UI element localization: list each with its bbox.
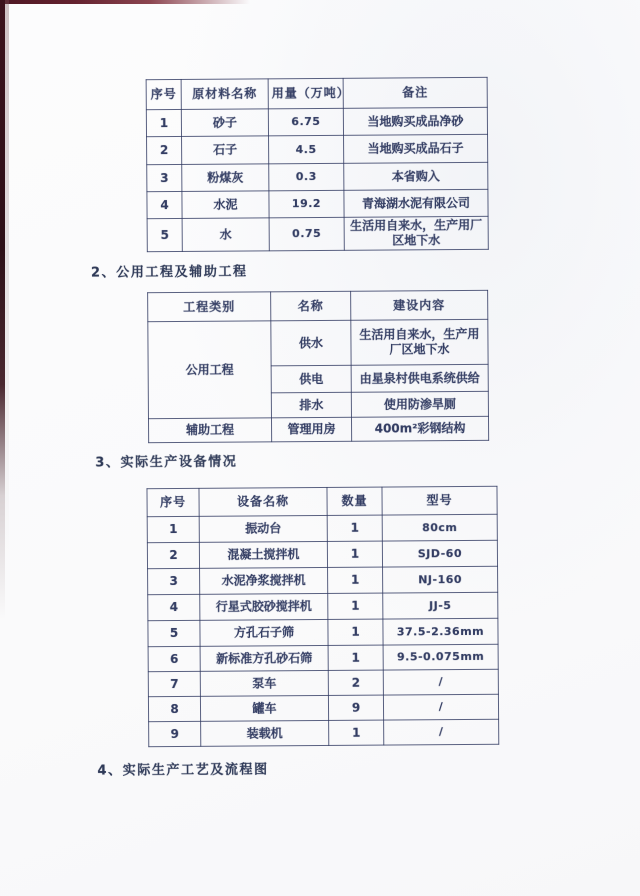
table-row [147, 189, 488, 218]
cell: 方孔石子筛 [200, 619, 328, 646]
cell: 80cm [382, 514, 497, 541]
cell: 新标准方孔砂石筛 [200, 645, 328, 671]
cell: 400m²彩钢结构 [351, 416, 488, 441]
cell: 由星泉村供电系统供给 [351, 364, 488, 392]
table-header-row [147, 486, 497, 516]
cell: 4 [147, 191, 182, 218]
cell: 37.5-2.36mm [383, 618, 498, 645]
cell: SJD-60 [382, 540, 497, 567]
cell: 排水 [271, 392, 351, 418]
cell: 2 [328, 670, 383, 695]
cell: 水 [182, 218, 269, 252]
table-row [148, 566, 498, 594]
table-row [148, 694, 498, 721]
cell: 行星式胶砂搅拌机 [200, 593, 328, 620]
cell: 5 [147, 218, 182, 251]
header-cell: 数量 [327, 487, 382, 515]
table-row [147, 514, 497, 542]
cell: 9 [149, 721, 201, 746]
cell: / [383, 694, 498, 720]
cell: 青海湖水泥有限公司 [344, 189, 488, 217]
cell: 1 [328, 645, 383, 670]
section-heading-equipment: 3、实际生产设备情况 [95, 454, 238, 471]
cell: 装载机 [201, 720, 329, 746]
cell: 1 [329, 720, 384, 745]
header-cell: 序号 [146, 79, 181, 109]
cell: 石子 [182, 136, 269, 165]
header-cell: 名称 [271, 291, 351, 321]
cell: 19.2 [269, 190, 344, 218]
cell: 0.75 [269, 217, 344, 251]
cell: 本省购入 [344, 162, 488, 190]
cell: 当地购买成品净砂 [343, 107, 487, 135]
raw-materials-table [146, 77, 489, 252]
cell: 3 [147, 164, 182, 191]
table-row [148, 592, 498, 620]
table-row [148, 669, 498, 696]
cell: 1 [328, 593, 383, 619]
cell: 生活用自来水，生产用厂区地下水 [351, 319, 488, 365]
cell: 9 [328, 695, 383, 720]
cell: 水泥净浆搅拌机 [200, 567, 328, 594]
cell: 2 [147, 136, 182, 164]
cell: 6 [148, 646, 200, 671]
cell: 1 [328, 619, 383, 645]
cell: 3 [148, 568, 200, 594]
cell: 5 [148, 620, 200, 646]
table-row [148, 319, 488, 366]
header-cell: 序号 [147, 488, 199, 516]
cell: 1 [328, 567, 383, 593]
header-cell: 型号 [382, 486, 497, 515]
cell: 粉煤灰 [182, 164, 269, 192]
cell: 4.5 [269, 135, 344, 164]
section-heading-process-flow: 4、实际生产工艺及流程图 [97, 762, 269, 779]
cell: JJ-5 [383, 592, 498, 619]
cell: 8 [148, 696, 200, 721]
equipment-table [146, 486, 499, 747]
cell: 辅助工程 [148, 418, 271, 443]
cell: 1 [147, 516, 199, 542]
cell: 砂子 [181, 109, 268, 137]
cell: 振动台 [199, 515, 327, 542]
table-row [147, 540, 497, 568]
table-header-row [148, 290, 488, 321]
cell: 4 [148, 594, 200, 620]
cell: 6.75 [268, 108, 343, 136]
cell: 使用防渗旱厕 [351, 391, 488, 417]
header-cell: 备注 [343, 77, 487, 108]
cell: 当地购买成品石子 [344, 134, 488, 163]
table-row [147, 134, 488, 164]
section-heading-utilities: 2、公用工程及辅助工程 [90, 264, 248, 281]
header-cell: 建设内容 [351, 290, 488, 320]
cell: 0.3 [269, 163, 344, 191]
table-row [147, 162, 488, 191]
cell: 生活用自来水，生产用厂区地下水 [344, 216, 488, 250]
cell: 管理用房 [271, 417, 351, 442]
table-row [148, 416, 488, 442]
cell: 供水 [271, 320, 351, 366]
header-cell: 设备名称 [199, 487, 327, 516]
cell: 供电 [271, 365, 351, 393]
cell: 混凝土搅拌机 [199, 541, 327, 568]
header-cell: 工程类别 [148, 292, 271, 322]
table-header-row [146, 77, 487, 109]
cell: 9.5-0.075mm [383, 644, 498, 670]
cell: 1 [146, 109, 181, 136]
table-row [147, 216, 488, 251]
table-row [149, 719, 499, 746]
cell: 水泥 [182, 191, 269, 219]
cell: 7 [148, 671, 200, 696]
cell: 1 [327, 515, 382, 541]
table-row [146, 107, 487, 136]
cell: / [383, 669, 498, 695]
table-row [148, 644, 498, 671]
cell: 罐车 [200, 695, 328, 721]
cell: NJ-160 [383, 566, 498, 593]
cell: 泵车 [200, 670, 328, 696]
utilities-table [147, 290, 489, 443]
table-row [148, 618, 498, 646]
header-cell: 原材料名称 [181, 79, 268, 110]
cell: / [384, 719, 499, 745]
cell: 2 [147, 542, 199, 568]
header-cell: 用量（万吨） [268, 78, 343, 109]
merged-category-cell: 公用工程 [148, 321, 272, 419]
cell: 1 [327, 541, 382, 567]
